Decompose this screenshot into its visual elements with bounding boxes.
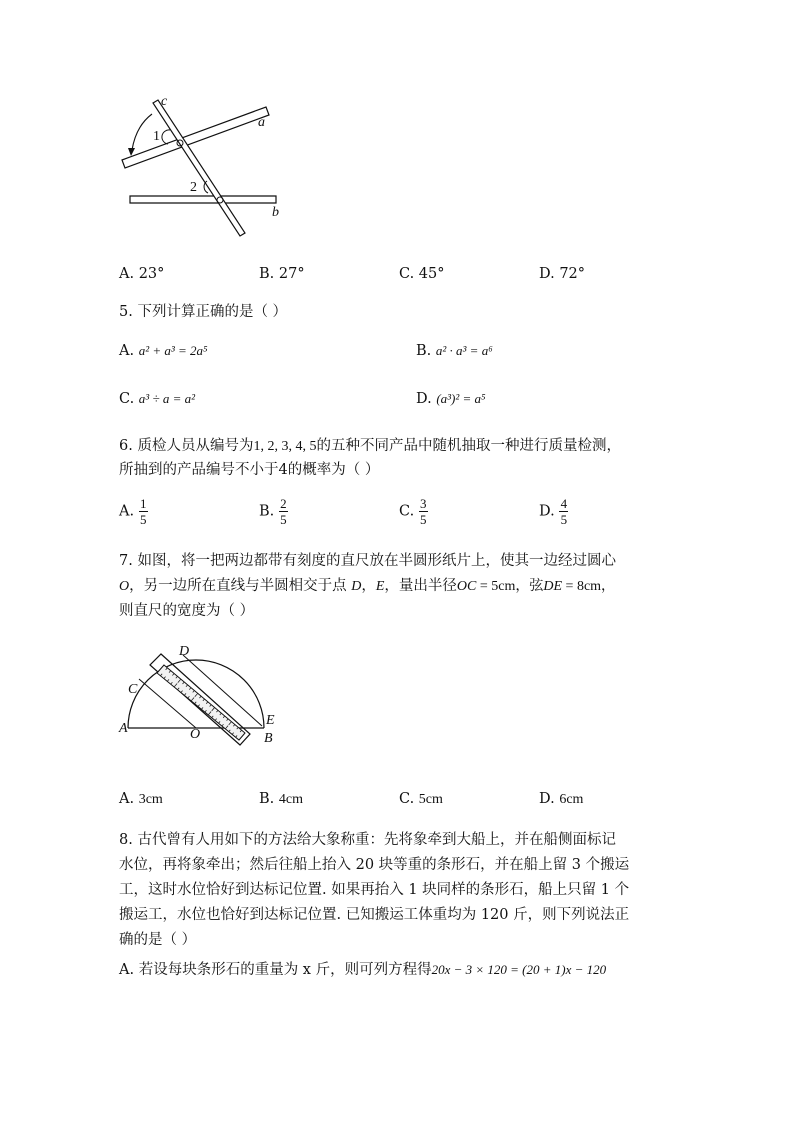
q6-option-d[interactable]: D. $\frac{4}{5}$ [539,496,568,527]
q4-option-d[interactable]: D. 72° [539,266,586,282]
q5-option-d[interactable]: D. (a³)² = a⁵ [416,391,486,407]
q7-stem-line3: 则直尺的宽度为（ ） [119,603,255,619]
fig1-label-a: a [258,115,265,130]
q7-option-a[interactable]: A. 3cm [119,791,163,807]
q7-option-c[interactable]: C. 5cm [399,791,443,807]
q6-stem-line2: 所抽到的产品编号不小于4的概率为（ ） [119,462,380,478]
q8-stem-line1: 8. 古代曾有人用如下的方法给大象称重：先将象牵到大船上，并在船侧面标记 [119,832,616,848]
q4-option-c[interactable]: C. 45° [399,266,445,282]
q6-option-b[interactable]: B. $\frac{2}{5}$ [259,496,287,527]
fig2-label-b: B [264,731,273,746]
fig1-label-c: c [161,94,168,109]
q8-stem-line3: 工，这时水位恰好到达标记位置. 如果再抬入 1 块同样的条形石，船上只留 1 个 [119,882,630,898]
q4-option-b[interactable]: B. 27° [259,266,305,282]
fig1-angle-2: 2 [190,180,197,195]
q8-stem-line2: 水位，再将象牵出；然后往船上抬入 20 块等重的条形石，并在船上留 3 个搬运 [119,857,630,873]
fig2-label-d: D [179,644,190,659]
q5-option-a[interactable]: A. a² + a³ = 2a⁵ [119,343,208,359]
q8-option-a[interactable]: A. 若设每块条形石的重量为 x 斤，则可列方程得20x − 3 × 120 = (20 + 1)x − 120 [119,962,607,978]
fig2-label-a: A [119,721,128,736]
q6-option-a[interactable]: A. $\frac{1}{5}$ [119,496,147,527]
fig2-label-e: E [266,713,275,728]
q8-stem-line4: 搬运工，水位也恰好到达标记位置. 已知搬运工体重均为 120 斤，则下列说法正 [119,907,630,923]
q5-option-c[interactable]: C. a³ ÷ a = a² [119,391,195,407]
q5-stem: 5. 下列计算正确的是（ ） [119,304,288,320]
q7-stem-line1: 7. 如图，将一把两边都带有刻度的直尺放在半圆形纸片上，使其一边经过圆心 [119,553,616,569]
fig1-angle-1: 1 [153,129,160,144]
fig1-label-b: b [272,205,279,220]
q6-stem-line1: 6. 质检人员从编号为1, 2, 3, 4, 5的五种不同产品中随机抽取一种进行质量检测， [119,438,621,454]
q7-stem-line2: O，另一边所在直线与半圆相交于点 D，E，量出半径OC = 5cm，弦DE = 8cm， [119,578,616,594]
q7-option-d[interactable]: D. 6cm [539,791,584,807]
q5-option-b[interactable]: B. a² · a³ = a⁶ [416,343,493,359]
q6-option-c[interactable]: C. $\frac{3}{5}$ [399,496,427,527]
q8-stem-line5: 确的是（ ） [119,932,197,948]
fig2-label-o: O [190,727,201,742]
q7-option-b[interactable]: B. 4cm [259,791,303,807]
fig2-label-c: C [128,682,138,697]
q4-option-a[interactable]: A. 23° [119,266,165,282]
